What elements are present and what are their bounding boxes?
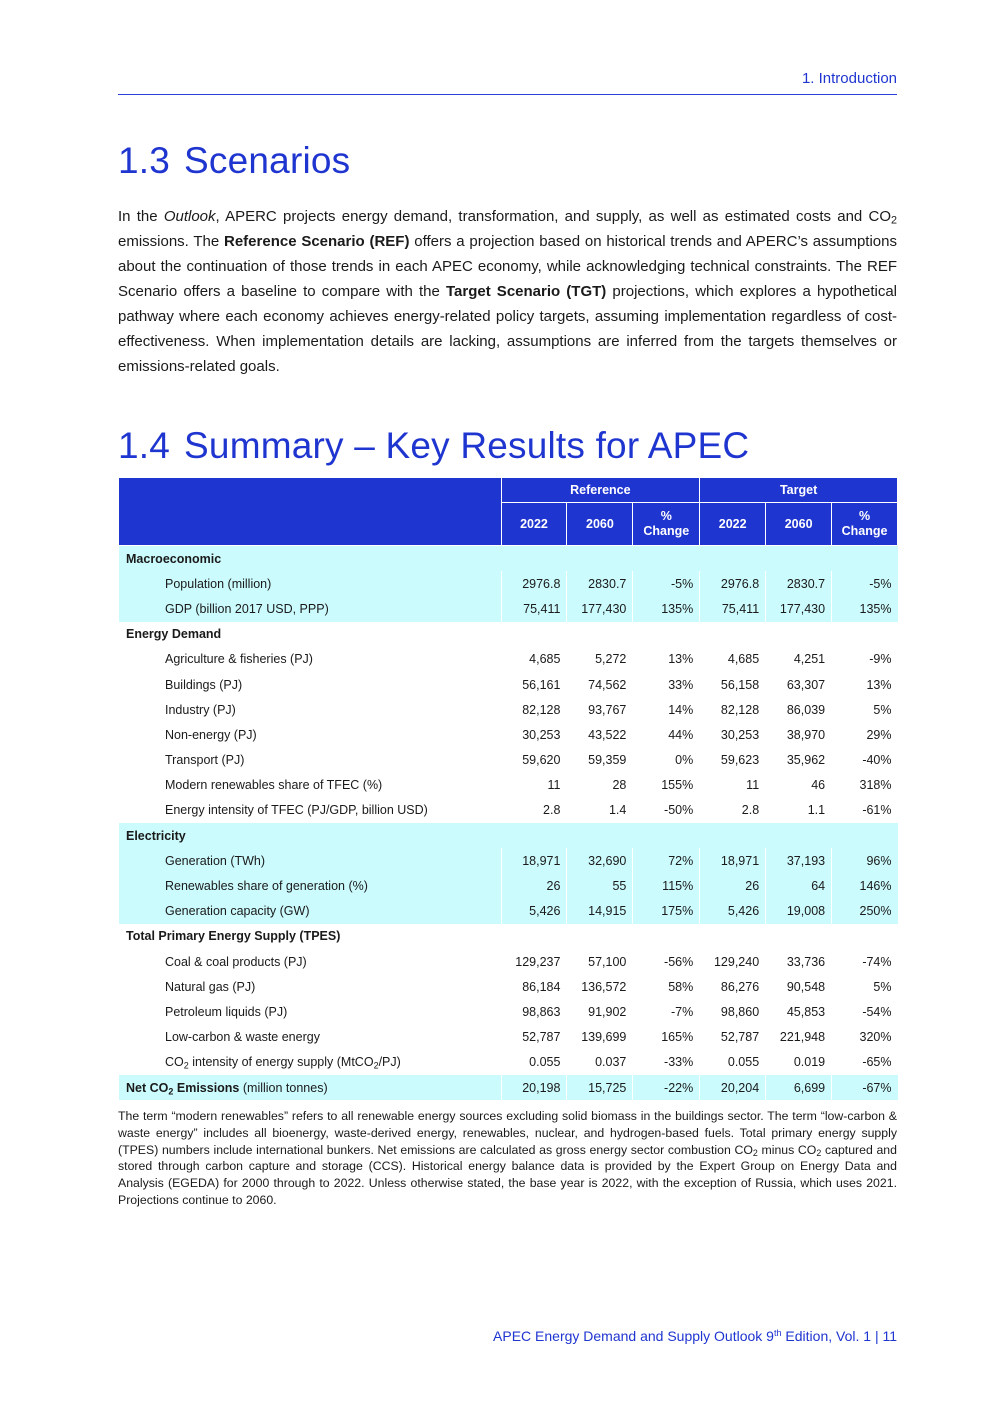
cell: 96% <box>832 848 898 873</box>
table-row <box>119 773 898 798</box>
table-row <box>119 1025 898 1050</box>
cell: 5,426 <box>501 899 567 924</box>
category-energy-demand: Energy Demand <box>119 622 898 647</box>
cell: 0.037 <box>567 1050 633 1075</box>
row-label: Energy intensity of TFEC (PJ/GDP, billion USD) <box>119 798 502 823</box>
cell: 15,725 <box>567 1075 633 1100</box>
cell: 5,272 <box>567 647 633 672</box>
row-label: Coal & coal products (PJ) <box>119 949 502 974</box>
cell: -22% <box>633 1075 700 1100</box>
cell: 146% <box>832 873 898 898</box>
cell: 28 <box>567 773 633 798</box>
row-label: Generation capacity (GW) <box>119 899 502 924</box>
row-label: Petroleum liquids (PJ) <box>119 999 502 1024</box>
col-tgt-pct: % Change <box>832 503 898 546</box>
running-header <box>118 66 897 95</box>
row-label: Renewables share of generation (%) <box>119 873 502 898</box>
cell: 46 <box>766 773 832 798</box>
cell: 6,699 <box>766 1075 832 1100</box>
section-heading-summary <box>118 425 749 467</box>
cell: 82,128 <box>700 697 766 722</box>
cell: 74,562 <box>567 672 633 697</box>
cell: -65% <box>832 1050 898 1075</box>
row-label: Non-energy (PJ) <box>119 722 502 747</box>
cell: 129,237 <box>501 949 567 974</box>
text: emissions. The <box>118 233 224 250</box>
header-target: Target <box>700 478 898 503</box>
text: , APERC projects energy demand, transformation, and supply, as well as estimated costs and CO <box>215 208 891 225</box>
header-section: 1. Introduction <box>801 70 897 87</box>
cell: 90,548 <box>766 974 832 999</box>
cell: -5% <box>633 571 700 596</box>
cell: 57,100 <box>567 949 633 974</box>
category-row <box>119 924 898 949</box>
cell: 136,572 <box>567 974 633 999</box>
table-row <box>119 748 898 773</box>
row-label: Modern renewables share of TFEC (%) <box>119 773 502 798</box>
row-label: Buildings (PJ) <box>119 672 502 697</box>
cell: 59,623 <box>700 748 766 773</box>
cell: 35,962 <box>766 748 832 773</box>
key-results-table <box>118 477 898 1100</box>
text: offers a projection based on historical trends and APERC’s assumptions about the continuation of those trends in each APEC economy, while acknowledging technical constraints. The REF Scenario offers a baseline to compare with the <box>118 233 897 300</box>
cell: 165% <box>633 1025 700 1050</box>
cell: -50% <box>633 798 700 823</box>
cell: 82,128 <box>501 697 567 722</box>
cell: 5,426 <box>700 899 766 924</box>
cell: 175% <box>633 899 700 924</box>
cell: -74% <box>832 949 898 974</box>
cell: 72% <box>633 848 700 873</box>
col-tgt-2022: 2022 <box>700 503 766 546</box>
col-ref-2022: 2022 <box>501 503 567 546</box>
row-label: Generation (TWh) <box>119 848 502 873</box>
row-label: Natural gas (PJ) <box>119 974 502 999</box>
category-tpes: Total Primary Energy Supply (TPES) <box>119 924 898 949</box>
cell: 221,948 <box>766 1025 832 1050</box>
cell: 318% <box>832 773 898 798</box>
cell: -67% <box>832 1075 898 1100</box>
table-row <box>119 899 898 924</box>
col-ref-2060: 2060 <box>567 503 633 546</box>
cell: 98,860 <box>700 999 766 1024</box>
cell: 2830.7 <box>766 571 832 596</box>
table-row <box>119 798 898 823</box>
table-row <box>119 999 898 1024</box>
table-row <box>119 647 898 672</box>
cell: 75,411 <box>501 596 567 621</box>
cell: 75,411 <box>700 596 766 621</box>
cell: 14,915 <box>567 899 633 924</box>
cell: 44% <box>633 722 700 747</box>
outlook-italic: Outlook <box>163 208 216 225</box>
cell: 11 <box>700 773 766 798</box>
cell: 1.1 <box>766 798 832 823</box>
cell: 30,253 <box>700 722 766 747</box>
cell: 2976.8 <box>700 571 766 596</box>
cell: -56% <box>633 949 700 974</box>
cell: 135% <box>832 596 898 621</box>
cell: 86,276 <box>700 974 766 999</box>
text: In the <box>118 208 164 225</box>
table-row <box>119 672 898 697</box>
cell: 115% <box>633 873 700 898</box>
cell: 0% <box>633 748 700 773</box>
row-label: GDP (billion 2017 USD, PPP) <box>119 596 502 621</box>
cell: 177,430 <box>766 596 832 621</box>
cell: 55 <box>567 873 633 898</box>
row-label: Transport (PJ) <box>119 748 502 773</box>
cell: 13% <box>633 647 700 672</box>
cell: 177,430 <box>567 596 633 621</box>
header-blank <box>119 478 502 546</box>
cell: 29% <box>832 722 898 747</box>
table-row <box>119 848 898 873</box>
cell: 18,971 <box>501 848 567 873</box>
cell: 91,902 <box>567 999 633 1024</box>
row-label: Population (million) <box>119 571 502 596</box>
section-number: 1.3 <box>118 140 171 181</box>
cell: 59,620 <box>501 748 567 773</box>
table-row <box>119 949 898 974</box>
table-row-net-emissions <box>119 1075 898 1100</box>
cell: 2.8 <box>700 798 766 823</box>
cell: 32,690 <box>567 848 633 873</box>
ref-scenario-bold: Reference Scenario (REF) <box>224 233 410 250</box>
cell: 2.8 <box>501 798 567 823</box>
cell: 13% <box>832 672 898 697</box>
cell: 250% <box>832 899 898 924</box>
section-heading-scenarios <box>118 140 350 182</box>
cell: 155% <box>633 773 700 798</box>
cell: 56,161 <box>501 672 567 697</box>
cell: 0.055 <box>700 1050 766 1075</box>
table-row <box>119 697 898 722</box>
category-row <box>119 622 898 647</box>
cell: 20,198 <box>501 1075 567 1100</box>
cell: 52,787 <box>700 1025 766 1050</box>
cell: 56,158 <box>700 672 766 697</box>
cell: 4,251 <box>766 647 832 672</box>
cell: 38,970 <box>766 722 832 747</box>
cell: 19,008 <box>766 899 832 924</box>
cell: 93,767 <box>567 697 633 722</box>
cell: 26 <box>501 873 567 898</box>
cell: 18,971 <box>700 848 766 873</box>
cell: 37,193 <box>766 848 832 873</box>
cell: -33% <box>633 1050 700 1075</box>
table-row <box>119 596 898 621</box>
cell: 58% <box>633 974 700 999</box>
cell: 64 <box>766 873 832 898</box>
table-row <box>119 722 898 747</box>
row-label: Agriculture & fisheries (PJ) <box>119 647 502 672</box>
cell: 2830.7 <box>567 571 633 596</box>
col-tgt-2060: 2060 <box>766 503 832 546</box>
category-row <box>119 546 898 572</box>
section-number: 1.4 <box>118 425 171 466</box>
cell: 139,699 <box>567 1025 633 1050</box>
cell: -40% <box>832 748 898 773</box>
cell: 86,184 <box>501 974 567 999</box>
cell: 4,685 <box>700 647 766 672</box>
cell: 52,787 <box>501 1025 567 1050</box>
cell: 4,685 <box>501 647 567 672</box>
scenarios-paragraph <box>118 204 897 379</box>
cell: 11 <box>501 773 567 798</box>
row-label: Industry (PJ) <box>119 697 502 722</box>
cell: 1.4 <box>567 798 633 823</box>
table-row <box>119 873 898 898</box>
cell: 0.055 <box>501 1050 567 1075</box>
cell: 135% <box>633 596 700 621</box>
cell: 0.019 <box>766 1050 832 1075</box>
cell: 98,863 <box>501 999 567 1024</box>
cell: 5% <box>832 697 898 722</box>
table-row <box>119 1050 898 1075</box>
col-ref-pct: % Change <box>633 503 700 546</box>
cell: 33% <box>633 672 700 697</box>
header-reference: Reference <box>501 478 700 503</box>
section-title: Summary – Key Results for APEC <box>184 425 750 466</box>
cell: 86,039 <box>766 697 832 722</box>
category-macroeconomic: Macroeconomic <box>119 546 898 572</box>
cell: 45,853 <box>766 999 832 1024</box>
section-title: Scenarios <box>184 140 351 181</box>
cell: 43,522 <box>567 722 633 747</box>
cell: 20,204 <box>700 1075 766 1100</box>
page-footer: APEC Energy Demand and Supply Outlook 9th Edition, Vol. 1 | 11 <box>493 1328 897 1344</box>
cell: 59,359 <box>567 748 633 773</box>
cell: 30,253 <box>501 722 567 747</box>
cell: 33,736 <box>766 949 832 974</box>
cell: 63,307 <box>766 672 832 697</box>
cell: 26 <box>700 873 766 898</box>
row-label-co2-intensity: $CO_2$ intensity of energy supply (MtCO$_2$/PJ) <box>119 1050 502 1075</box>
cell: 5% <box>832 974 898 999</box>
row-label-net-emissions: Net $CO_2$ Emissions (million tonnes) <box>119 1075 502 1100</box>
cell: -5% <box>832 571 898 596</box>
cell: 320% <box>832 1025 898 1050</box>
cell: -54% <box>832 999 898 1024</box>
category-electricity: Electricity <box>119 823 898 848</box>
row-label: Low-carbon & waste energy <box>119 1025 502 1050</box>
tgt-scenario-bold: Target Scenario (TGT) <box>445 283 607 300</box>
cell: 2976.8 <box>501 571 567 596</box>
cell: -7% <box>633 999 700 1024</box>
cell: -9% <box>832 647 898 672</box>
table-row <box>119 571 898 596</box>
cell: 14% <box>633 697 700 722</box>
table-row <box>119 974 898 999</box>
text: projections, which explores a hypothetical pathway where each economy achieves energy-related policy targets, assuming implementation regardless of cost-effectiveness. When implementation details are lacking, assumptions are inferred from the targets themselves or emissions-related goals. <box>118 283 897 375</box>
subscript: 2 <box>890 214 897 227</box>
table-footnote: The term “modern renewables” refers to all renewable energy sources excluding solid biomass in the buildings sector. The term “low-carbon & waste energy” includes all bioenergy, waste-derived energy, renewables, nuclear, and hydrogen-based fuels. Total primary energy supply (TPES) numbers include international bunkers. Net emissions are calculated as gross energy sector combustion $CO_2$ minus $CO_2$ captured and stored through carbon capture and storage (CCS). Historical energy balance data is provided by the Expert Group on Energy Data and Analysis (EGEDA) for 2000 through to 2022. Unless otherwise stated, the base year is 2022, with the exception of Russia, which uses 2021. Projections continue to 2060. <box>118 1109 897 1207</box>
category-row <box>119 823 898 848</box>
cell: 129,240 <box>700 949 766 974</box>
cell: -61% <box>832 798 898 823</box>
